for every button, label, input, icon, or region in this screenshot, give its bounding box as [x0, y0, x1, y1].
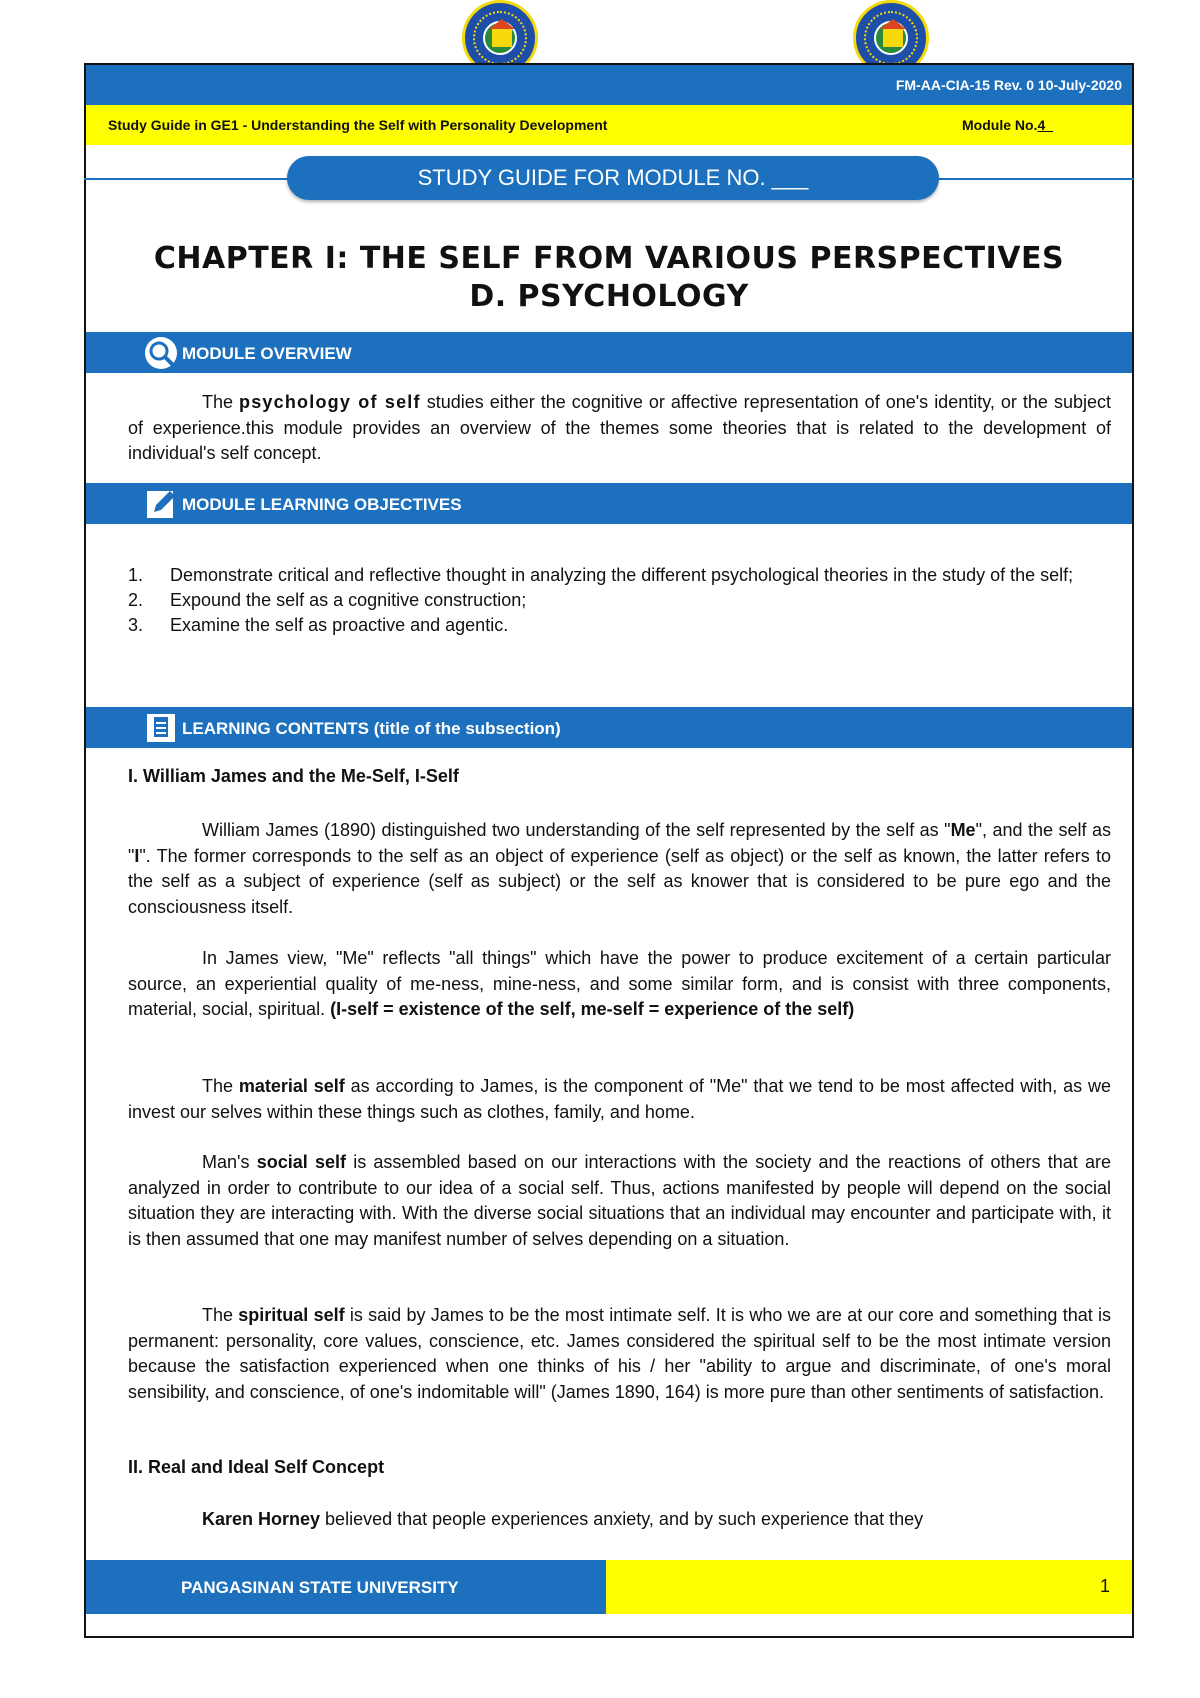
header-blue-band: [86, 65, 1132, 105]
objective-item: 1. Demonstrate critical and reflective thought in analyzing the different psychological theories in the study of the self;: [128, 565, 1074, 585]
learning-contents-title: LEARNING CONTENTS (title of the subsection): [182, 719, 561, 738]
learning-objectives-title: MODULE LEARNING OBJECTIVES: [182, 495, 462, 514]
module-number: 4_: [1037, 117, 1054, 133]
section-heading-james: I. William James and the Me-Self, I-Self: [128, 766, 459, 786]
content-paragraph-5: The spiritual self is said by James to be the most intimate self. It is who we are at our core and something that is permanent: personality, core values, conscience, etc. James considered the spiritual self to be the most intimate version because the satisfaction experienced when one thinks of his / her "ability to argue and discriminate, of one's moral sensibility, and conscience, of one's indomitable will" (James 1890, 164) is more pure than other sentiments of satisfaction.: [128, 1305, 1111, 1402]
content-paragraph-2: In James view, "Me" reflects "all things" which have the power to produce excitement of a certain particular source, an experiential quality of me-ness, mine-ness, and some similar form, and is consist with three components, material, social, spiritual. (I-self = existence of the self, me-self = experience of the self): [128, 948, 1111, 1019]
chapter-title-line2: D. PSYCHOLOGY: [469, 279, 749, 314]
module-number-label: Module No.4_: [962, 117, 1054, 133]
document-icon: [144, 711, 178, 745]
section-heading-real-ideal: II. Real and Ideal Self Concept: [128, 1457, 385, 1477]
objectives-list: [128, 563, 1111, 638]
content-paragraph-4: Man's social self is assembled based on our interactions with the society and the reactions of others that are analyzed in order to contribute to our idea of a social self. Thus, actions manifested by people will depend on the social situation they are interacting with. With the diverse social situations that an individual may encounter and participate with, it is then assumed that one may manifest number of selves depending on a situation.: [128, 1152, 1112, 1249]
study-guide-banner: STUDY GUIDE FOR MODULE NO. ___: [287, 156, 939, 200]
module-overview-bar: [86, 332, 1132, 373]
footer-page-band: [606, 1560, 1132, 1614]
overview-bold-term: psychology of self: [239, 392, 421, 412]
content-paragraph-1: William James (1890) distinguished two understanding of the self represented by the self as "Me", and the self as "I". The former corresponds to the self as an object of experience (self as object) or the self as known, the latter refers to the self as a subject of experience (self as subject) or the self as knower that is considered to be pure ego and the consciousness itself.: [128, 820, 1111, 917]
self-definition-bold: (I-self = existence of the self, me-self = experience of the self): [330, 999, 855, 1019]
content-paragraph-3: The material self as according to James, is the component of "Me" that we tend to be most affected with, as we invest our selves within these things such as clothes, family, and home.: [128, 1076, 1111, 1122]
university-name: PANGASINAN STATE UNIVERSITY: [181, 1578, 459, 1597]
header-yellow-band: [86, 105, 1132, 145]
learning-objectives-bar: [86, 483, 1132, 524]
objective-item: 3. Examine the self as proactive and agentic.: [128, 615, 509, 635]
banner-line-left: [84, 178, 294, 180]
learning-contents-bar: [86, 707, 1132, 748]
module-overview-title: MODULE OVERVIEW: [182, 344, 352, 363]
chapter-title-line1: CHAPTER I: THE SELF FROM VARIOUS PERSPECTIVES: [153, 241, 1065, 276]
form-code: FM-AA-CIA-15 Rev. 0 10-July-2020: [895, 77, 1122, 93]
page-number: 1: [1099, 1576, 1110, 1596]
objective-item: 2. Expound the self as a cognitive construction;: [128, 590, 527, 610]
banner-line-right: [930, 178, 1134, 180]
overview-paragraph: The psychology of self studies either the cognitive or affective representation of one's identity, or the subject of experience.this module provides an overview of the themes some theories that is related to the development of individual's self concept.: [128, 392, 1111, 463]
edit-pencil-icon: [144, 487, 178, 521]
study-guide-title: Study Guide in GE1 - Understanding the Self with Personality Development: [108, 117, 608, 133]
chapter-title: [86, 240, 1132, 316]
footer-university-band: [86, 1560, 606, 1614]
magnifier-icon: [144, 336, 178, 370]
content-paragraph-6: Karen Horney believed that people experiences anxiety, and by such experience that they: [202, 1509, 924, 1529]
